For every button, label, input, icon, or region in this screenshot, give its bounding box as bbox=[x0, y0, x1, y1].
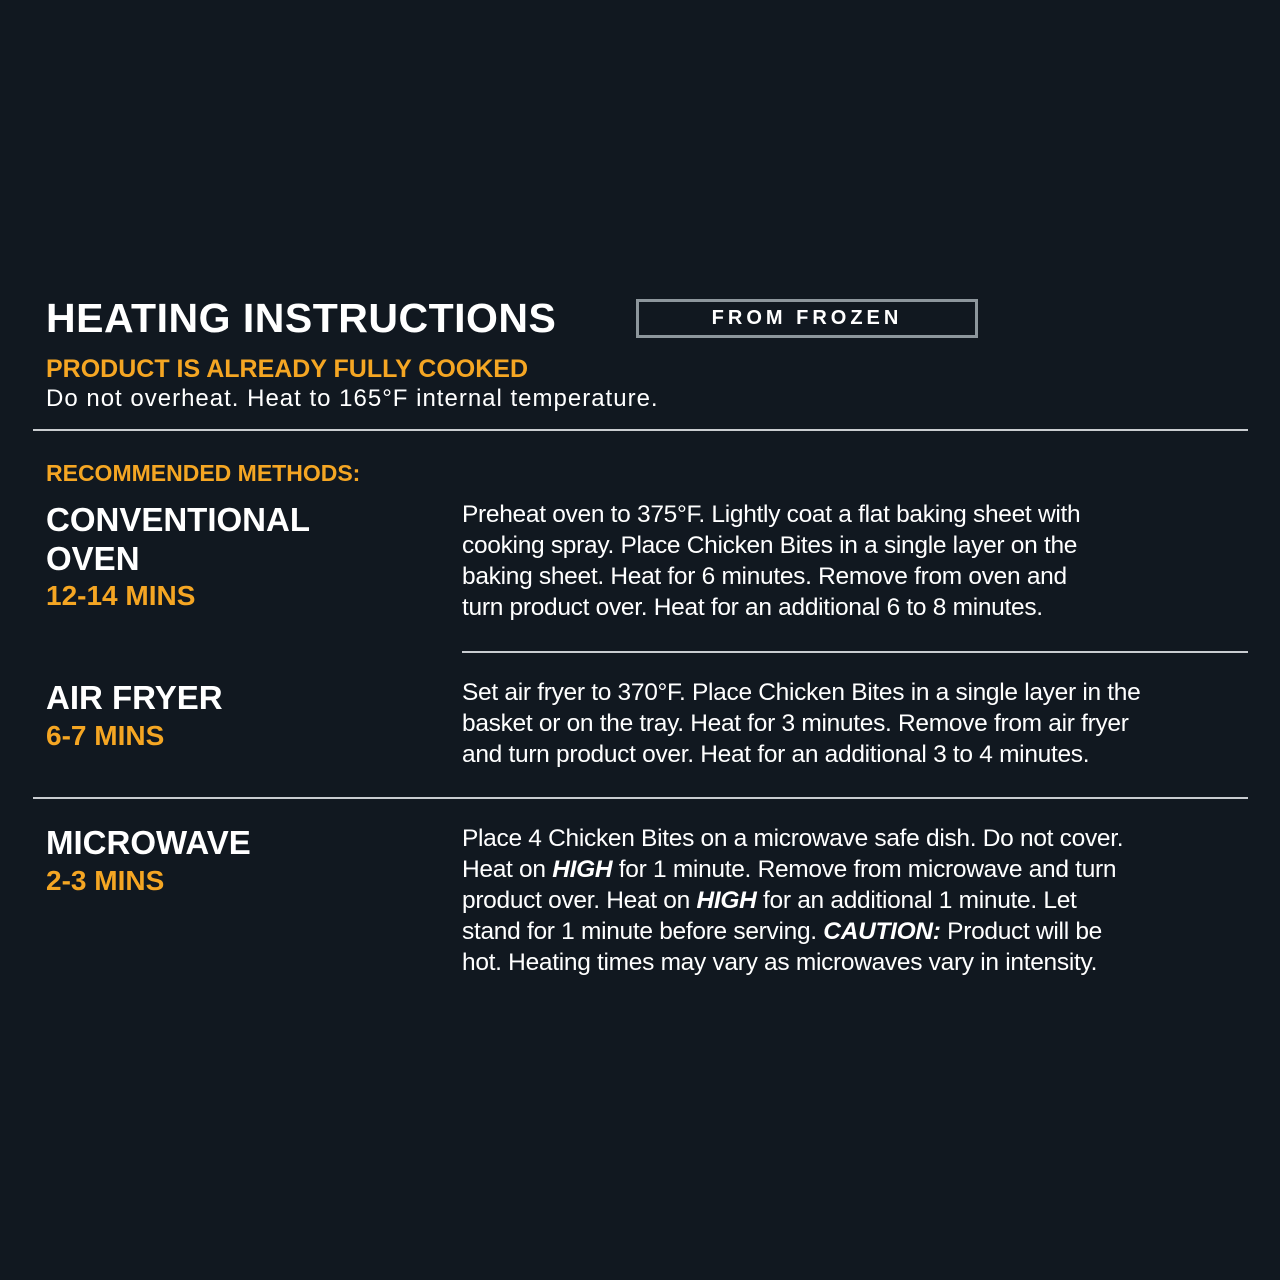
cooked-notice: PRODUCT IS ALREADY FULLY COOKED bbox=[46, 355, 528, 383]
oven-line: Preheat oven to 375°F. Lightly coat a flat baking sheet with bbox=[462, 501, 1081, 528]
microwave-line: hot. Heating times may vary as microwaves vary in intensity. bbox=[462, 949, 1098, 976]
oven-line: baking sheet. Heat for 6 minutes. Remove from oven and bbox=[462, 563, 1067, 590]
high-emphasis: HIGH bbox=[696, 887, 757, 914]
air-fryer-method-time: 6-7 MINS bbox=[46, 720, 165, 751]
oven-name-line2: OVEN bbox=[46, 540, 140, 577]
divider-oven-airfryer bbox=[462, 651, 1248, 653]
microwave-text: stand for 1 minute before serving. bbox=[462, 918, 824, 945]
microwave-text: Product will be bbox=[940, 918, 1103, 945]
air-fryer-line: basket or on the tray. Heat for 3 minutes. Remove from air fryer bbox=[462, 710, 1129, 737]
microwave-line: Place 4 Chicken Bites on a microwave safe dish. Do not cover. bbox=[462, 825, 1124, 852]
recommended-methods-label: RECOMMENDED METHODS: bbox=[46, 460, 361, 486]
microwave-line bbox=[462, 885, 1242, 916]
air-fryer-line: Set air fryer to 370°F. Place Chicken Bites in a single layer in the bbox=[462, 679, 1141, 706]
divider-top bbox=[33, 429, 1248, 431]
page-title: HEATING INSTRUCTIONS bbox=[46, 295, 557, 341]
microwave-text: for 1 minute. Remove from microwave and turn bbox=[612, 856, 1117, 883]
microwave-line bbox=[462, 916, 1242, 947]
oven-method-time: 12-14 MINS bbox=[46, 580, 196, 611]
microwave-text: product over. Heat on bbox=[462, 887, 697, 914]
high-emphasis: HIGH bbox=[552, 856, 613, 883]
oven-line: cooking spray. Place Chicken Bites in a single layer on the bbox=[462, 532, 1078, 559]
caution-emphasis: CAUTION: bbox=[823, 918, 941, 945]
overheat-notice: Do not overheat. Heat to 165°F internal temperature. bbox=[46, 385, 659, 412]
microwave-text: Heat on bbox=[462, 856, 553, 883]
oven-name-line1: CONVENTIONAL bbox=[46, 501, 310, 538]
microwave-line bbox=[462, 854, 1242, 885]
microwave-method-name: MICROWAVE bbox=[46, 824, 251, 861]
oven-instructions bbox=[462, 499, 1242, 623]
microwave-text: for an additional 1 minute. Let bbox=[756, 887, 1077, 914]
air-fryer-method-name: AIR FRYER bbox=[46, 679, 223, 716]
air-fryer-line: and turn product over. Heat for an additional 3 to 4 minutes. bbox=[462, 741, 1090, 768]
air-fryer-instructions bbox=[462, 677, 1242, 770]
from-frozen-badge: FROM FROZEN bbox=[636, 299, 978, 338]
microwave-instructions bbox=[462, 823, 1242, 978]
oven-method-name bbox=[46, 500, 310, 578]
oven-line: turn product over. Heat for an additional 6 to 8 minutes. bbox=[462, 594, 1043, 621]
divider-airfryer-microwave bbox=[33, 797, 1248, 799]
microwave-method-time: 2-3 MINS bbox=[46, 865, 165, 896]
